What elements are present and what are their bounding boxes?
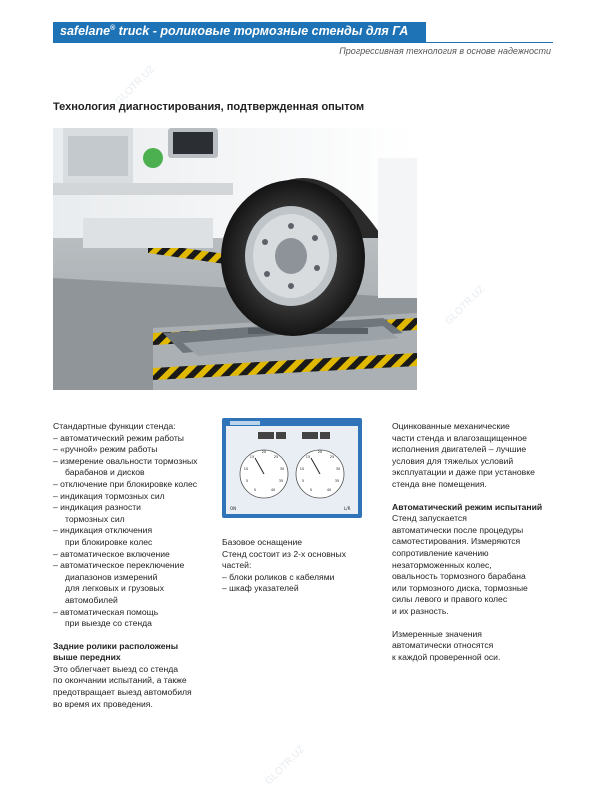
measured-values-text-1: Измеренные значения bbox=[392, 628, 482, 639]
feature-item-cont: диапазонов измерений bbox=[65, 571, 158, 582]
features-intro: Стандартные функции стенда: bbox=[53, 421, 176, 431]
basic-equipment-line-2: частей: bbox=[222, 560, 252, 571]
panel-lr-label: L/R bbox=[344, 506, 351, 511]
feature-item: – индикация тормозных сил bbox=[53, 490, 165, 501]
measured-values-text-3: к каждой проверенной оси. bbox=[392, 651, 501, 662]
auto-mode-text-6: овальность тормозного барабана bbox=[392, 571, 526, 582]
left-tick-9: 40 bbox=[270, 488, 276, 492]
feature-item: – измерение овальности тормозных bbox=[53, 455, 198, 466]
left-tick-3: 10 bbox=[243, 467, 249, 471]
auto-mode-text-5: незаторможенных колес, bbox=[392, 559, 492, 570]
basic-equipment-title: Базовое оснащение bbox=[222, 537, 303, 547]
feature-item-cont: для легковых и грузовых bbox=[65, 583, 165, 594]
right-tick-8: 35 bbox=[334, 479, 340, 483]
header-subtitle: Прогрессивная технология в основе надежности bbox=[339, 46, 551, 56]
rear-rollers-text-2: по окончании испытаний, а также bbox=[53, 675, 187, 686]
rear-rollers-text-1: Это облегчает выезд со стенда bbox=[53, 663, 179, 674]
right-tick-3: 10 bbox=[299, 467, 305, 471]
left-tick-8: 35 bbox=[278, 479, 284, 483]
truck-photo bbox=[53, 128, 417, 390]
galvanized-text-2: части стенда и влагозащищенное bbox=[392, 432, 527, 443]
watermark: GLOTR.UZ bbox=[263, 743, 308, 788]
header-rule bbox=[53, 42, 553, 43]
details-column bbox=[392, 421, 567, 663]
feature-item: – автоматическое переключение bbox=[53, 560, 185, 571]
feature-item: – индикация разности bbox=[53, 502, 141, 513]
auto-mode-text-2: автоматически после процедуры bbox=[392, 524, 524, 535]
right-tick-1: 20 bbox=[317, 450, 323, 454]
feature-item: – отключение при блокировке колес bbox=[53, 478, 198, 489]
features-column bbox=[53, 421, 218, 710]
auto-mode-text-4: сопротивление качению bbox=[392, 547, 489, 558]
left-tick-7: 30 bbox=[279, 467, 285, 471]
left-tick-6: 25 bbox=[273, 455, 279, 459]
feature-item-cont: барабанов и дисков bbox=[65, 467, 145, 478]
header-title bbox=[60, 24, 408, 38]
auto-mode-text-8: силы левого и правого колес bbox=[392, 594, 508, 605]
feature-item-cont: при блокировке колес bbox=[65, 536, 153, 547]
left-tick-1: 20 bbox=[261, 450, 267, 454]
auto-mode-text-9: и их разность. bbox=[392, 605, 449, 616]
galvanized-text-6: стенда вне помещения. bbox=[392, 478, 487, 489]
galvanized-text-5: эксплуатации и даже при установке bbox=[392, 467, 535, 478]
display-cabinet bbox=[222, 418, 362, 518]
galvanized-text-3: исполнения двигателей – лучшие bbox=[392, 444, 527, 455]
auto-mode-text-1: Стенд запускается bbox=[392, 513, 467, 524]
auto-mode-text-3: самотестирования. Измеряются bbox=[392, 536, 521, 547]
left-tick-4: 5 bbox=[245, 479, 249, 483]
basic-equipment-line-3: – блоки роликов с кабелями bbox=[222, 571, 335, 582]
registered-mark: ® bbox=[110, 24, 116, 32]
left-tick-2: 15 bbox=[249, 455, 255, 459]
feature-item-cont: автомобилей bbox=[65, 594, 118, 605]
features-list bbox=[53, 433, 218, 630]
basic-equipment-line-1: Стенд состоит из 2-х основных bbox=[222, 548, 347, 559]
rear-rollers-title-2: выше передних bbox=[53, 652, 121, 663]
basic-equipment bbox=[222, 537, 387, 595]
right-tick-5: 0 bbox=[309, 488, 313, 492]
auto-mode-title: Автоматический режим испытаний bbox=[392, 501, 543, 512]
feature-item-cont: тормозных сил bbox=[65, 513, 125, 524]
watermark: GLOTR.UZ bbox=[443, 283, 488, 328]
galvanized-text-1: Оцинкованные механические bbox=[392, 421, 510, 431]
brand-name: safelane bbox=[60, 24, 111, 38]
feature-item-cont: при выезде со стенда bbox=[65, 618, 152, 629]
right-tick-7: 30 bbox=[335, 467, 341, 471]
measured-values-text-2: автоматически относятся bbox=[392, 640, 494, 651]
left-tick-5: 0 bbox=[253, 488, 257, 492]
feature-item: – автоматический режим работы bbox=[53, 432, 184, 443]
rear-rollers-text-4: во время их проведения. bbox=[53, 698, 153, 709]
feature-item: – индикация отключения bbox=[53, 525, 153, 536]
right-tick-4: 5 bbox=[301, 479, 305, 483]
watermark: GLOTR.UZ bbox=[113, 63, 158, 108]
feature-item: – «ручной» режим работы bbox=[53, 444, 158, 455]
feature-item: – автоматическая помощь bbox=[53, 606, 159, 617]
right-tick-2: 15 bbox=[305, 455, 311, 459]
auto-mode-text-7: или тормозного диска, тормозные bbox=[392, 582, 528, 593]
right-tick-9: 40 bbox=[326, 488, 332, 492]
section-title: Технология диагностирования, подтвержденная опытом bbox=[53, 101, 365, 113]
rear-rollers-text-3: предотвращает выезд автомобиля bbox=[53, 687, 192, 698]
right-tick-6: 25 bbox=[329, 455, 335, 459]
header-title-rest: truck - роликовые тормозные стенды для ГА bbox=[115, 24, 409, 38]
rear-rollers-title-1: Задние ролики расположены bbox=[53, 640, 179, 651]
galvanized-text-4: условия для тяжелых условий bbox=[392, 455, 514, 466]
panel-on-label: ON bbox=[230, 506, 237, 511]
basic-equipment-line-4: – шкаф указателей bbox=[222, 583, 299, 594]
feature-item: – автоматическое включение bbox=[53, 548, 170, 559]
